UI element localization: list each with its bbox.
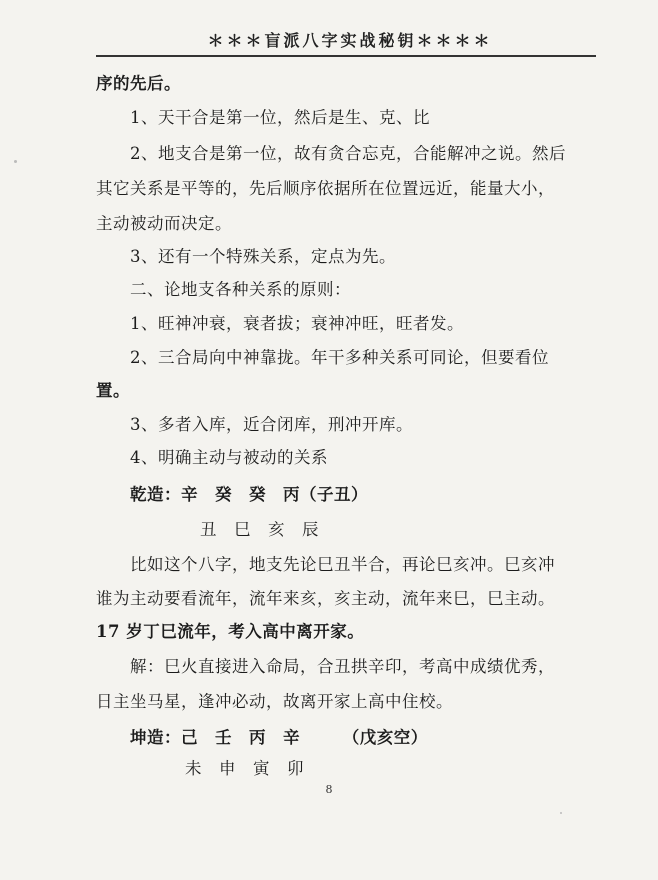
text-line: 比如这个八字，地支先论巳丑半合，再论巳亥冲。巳亥冲 <box>130 555 555 574</box>
header-rule <box>96 55 596 57</box>
scan-speck <box>14 160 17 163</box>
text-line: 2、地支合是第一位，故有贪合忘克，合能解冲之说。然后 <box>130 144 566 163</box>
text-line: 日主坐马星，逢冲必动，故离开家上高中住校。 <box>96 692 453 711</box>
text-line: 谁为主动要看流年，流年来亥，亥主动，流年来巳，巳主动。 <box>96 589 555 608</box>
chart-line-kun: 坤造：己 壬 丙 辛 （戊亥空） <box>130 728 428 747</box>
text-line: 其它关系是平等的，先后顺序依据所在位置远近，能量大小， <box>96 179 555 198</box>
page-header-title: ＊＊＊盲派八字实战秘钥＊＊＊＊ <box>207 31 493 50</box>
text-line: 2、三合局向中神靠拢。年干多种关系可同论，但要看位 <box>130 348 549 367</box>
text-line: 3、还有一个特殊关系，定点为先。 <box>130 247 396 266</box>
text-line: 序的先后。 <box>96 74 181 93</box>
chart-line-branches: 丑 巳 亥 辰 <box>200 520 319 539</box>
text-line: 1、天干合是第一位，然后是生、克、比 <box>130 108 430 127</box>
chart-line-branches: 未 申 寅 卯 <box>185 759 304 778</box>
page-number: 8 <box>325 783 333 796</box>
text-line: 1、旺神冲衰，衰者拔；衰神冲旺，旺者发。 <box>130 314 464 333</box>
chart-line-qian: 乾造：辛 癸 癸 丙（子丑） <box>130 485 368 504</box>
text-line: 解：巳火直接进入命局，合丑拱辛印，考高中成绩优秀， <box>130 657 555 676</box>
text-line: 3、多者入库，近合闭库，刑冲开库。 <box>130 415 413 434</box>
text-line: 17 岁丁巳流年，考入高中离开家。 <box>96 622 365 641</box>
text-line: 主动被动而决定。 <box>96 214 232 233</box>
scan-speck <box>560 812 562 814</box>
text-line: 二、论地支各种关系的原则： <box>130 280 351 299</box>
text-line: 4、明确主动与被动的关系 <box>130 448 328 467</box>
text-line: 置。 <box>96 381 130 400</box>
